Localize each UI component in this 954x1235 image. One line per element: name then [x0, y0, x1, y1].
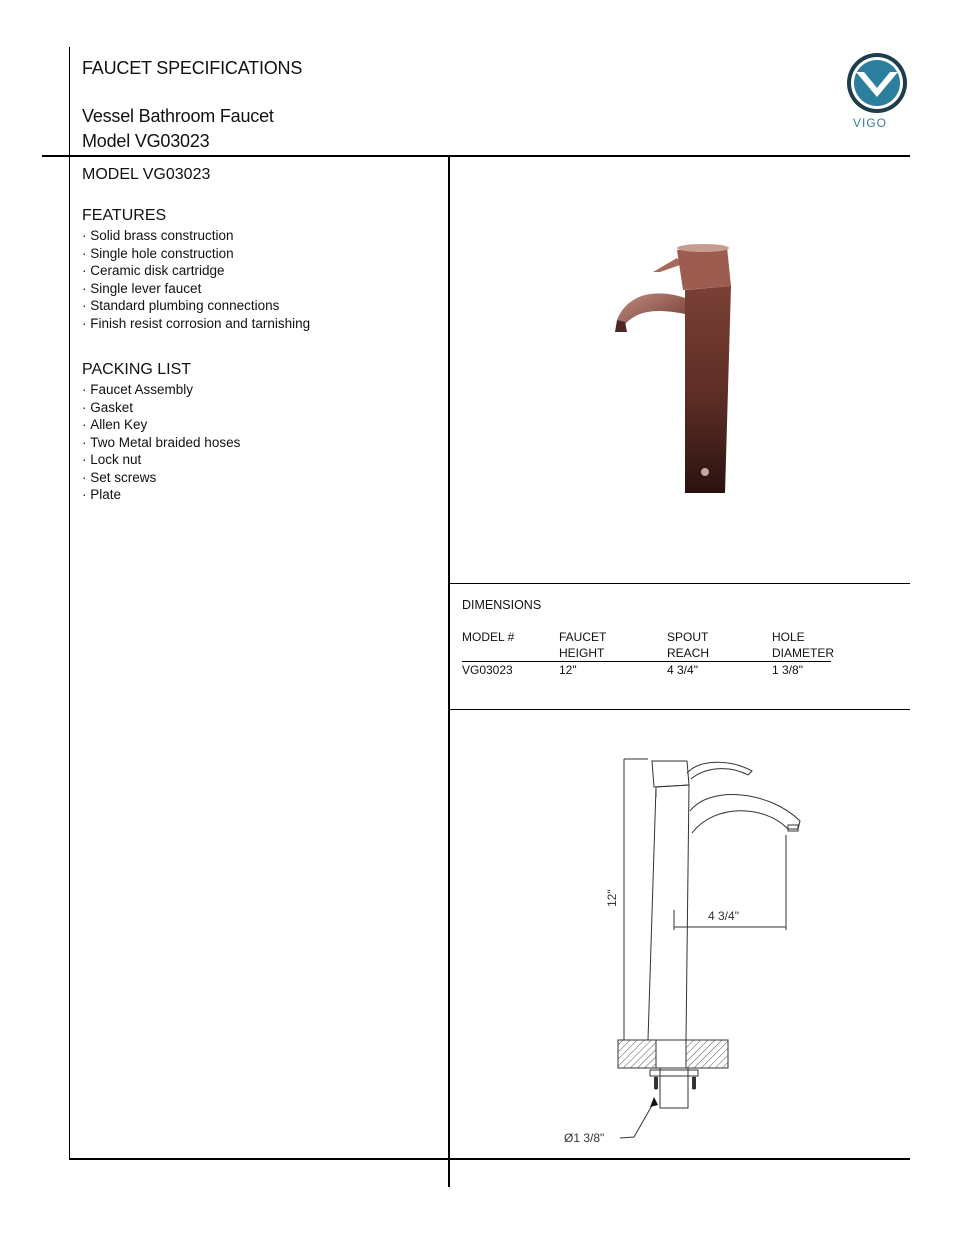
list-item: · Solid brass construction [82, 227, 310, 245]
table-header-line2: HEIGHT [559, 646, 605, 660]
list-item: · Two Metal braided hoses [82, 434, 240, 452]
table-header-line1: MODEL # [462, 630, 515, 644]
column-divider [448, 157, 450, 1187]
table-header-line2: DIAMETER [772, 646, 835, 660]
features-list [82, 227, 310, 332]
height-label: 12" [605, 889, 619, 907]
list-item: · Faucet Assembly [82, 381, 240, 399]
left-border [69, 47, 70, 1160]
table-header-line1: FAUCET [559, 630, 607, 644]
table-header-line2: REACH [667, 646, 710, 660]
table-header-model [462, 629, 514, 645]
list-item: · Single lever faucet [82, 280, 310, 298]
table-header-line1: HOLE [772, 630, 805, 644]
logo-text: VIGO [853, 116, 888, 130]
packing-heading: PACKING LIST [82, 361, 192, 378]
bottom-border [69, 1158, 910, 1160]
hole-label: Ø1 3/8" [564, 1131, 605, 1145]
list-item: · Gasket [82, 399, 240, 417]
list-item: · Single hole construction [82, 245, 310, 263]
dimensions-title: DIMENSIONS [462, 598, 542, 612]
model-heading: MODEL VG03023 [82, 166, 211, 183]
features-heading: FEATURES [82, 207, 167, 224]
table-header-line1: SPOUT [667, 630, 709, 644]
product-name: Vessel Bathroom Faucet [82, 106, 274, 126]
table-cell-reach: 4 3/4" [667, 663, 698, 677]
list-item: · Plate [82, 486, 240, 504]
list-item: · Lock nut [82, 451, 240, 469]
vigo-logo-icon [842, 52, 912, 116]
list-item: · Ceramic disk cartridge [82, 262, 310, 280]
list-item: · Allen Key [82, 416, 240, 434]
list-item: · Standard plumbing connections [82, 297, 310, 315]
faucet-photo [545, 238, 805, 500]
vigo-logo [842, 52, 912, 116]
table-cell-hole: 1 3/8" [772, 663, 803, 677]
packing-list [82, 381, 240, 504]
table-header-height [559, 629, 606, 661]
dimensions-divider [450, 709, 910, 710]
model-name: Model VG03023 [82, 131, 210, 151]
image-divider [450, 583, 910, 584]
dimension-drawing [550, 745, 830, 1155]
table-header-reach [667, 629, 709, 661]
list-item: · Set screws [82, 469, 240, 487]
document-title: FAUCET SPECIFICATIONS [82, 58, 303, 78]
header-divider [42, 155, 910, 157]
reach-label: 4 3/4" [708, 909, 739, 923]
list-item: · Finish resist corrosion and tarnishing [82, 315, 310, 333]
table-cell-model: VG03023 [462, 663, 513, 677]
table-header-hole [772, 629, 834, 661]
table-cell-height: 12" [559, 663, 577, 677]
